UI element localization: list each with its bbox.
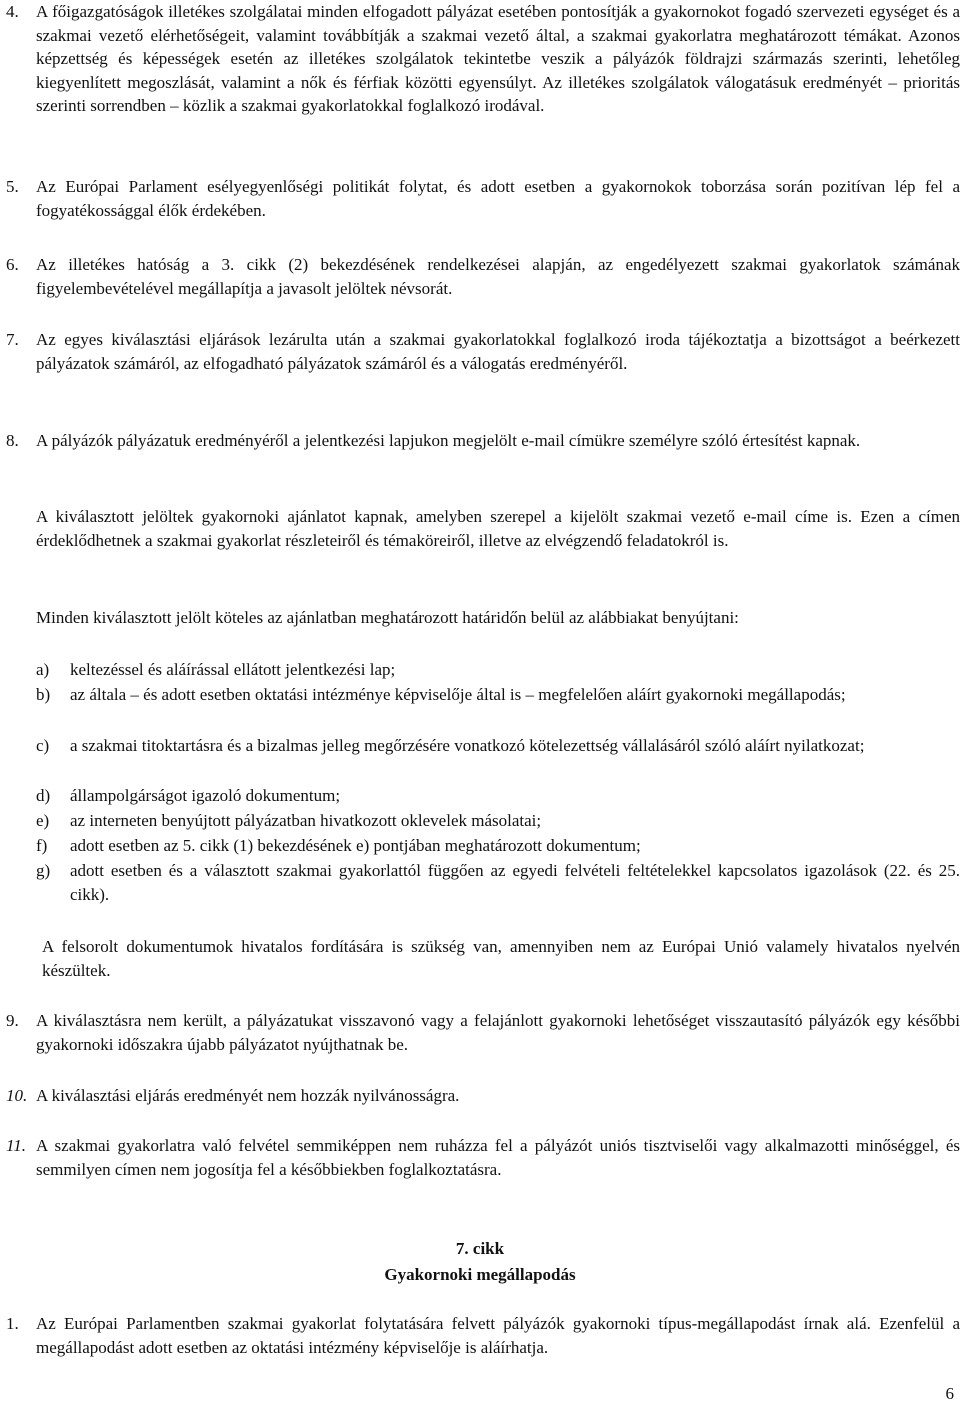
paragraph-number: 8. xyxy=(6,431,19,450)
page-number: 6 xyxy=(945,1384,954,1403)
list-label: g) xyxy=(36,861,51,880)
list-text: adott esetben az 5. cikk (1) bekezdésének e) pontjában meghatározott dokumentum; xyxy=(70,836,641,855)
paragraph-8-offer: A kiválasztott jelöltek gyakornoki ajánlatot kapnak, amelyben szerepel a kijelölt szakmai vezető e-mail címe is. Ezen a címen érdeklődhetnek a szakmai gyakorlat részleteiről és témaköreiről, illetve az elvégzendő feladatokról is. xyxy=(36,507,960,550)
list-item xyxy=(36,834,960,858)
list-label: a) xyxy=(36,660,50,679)
paragraph-number: 4. xyxy=(6,2,19,21)
list-item xyxy=(36,784,960,808)
section-number: 7. cikk xyxy=(455,1239,505,1258)
paragraph-8-submit: Minden kiválasztott jelölt köteles az ajánlatban meghatározott határidőn belül az alábbiakat benyújtani: xyxy=(36,608,739,627)
paragraph-8-translation: A felsorolt dokumentumok hivatalos fordítására is szükség van, amennyiben nem az Európai Unió valamely hivatalos nyelvén készültek. xyxy=(42,937,960,980)
paragraph-text: A kiválasztásra nem került, a pályázatukat visszavonó vagy a felajánlott gyakornoki lehetőséget visszautasító pályázók egy későbbi gyakornoki időszakra újabb pályázatot nyújthatnak be. xyxy=(36,1011,960,1054)
list-label: e) xyxy=(36,811,50,830)
section-title: Gyakornoki megállapodás xyxy=(384,1265,576,1284)
paragraph-7 xyxy=(6,328,960,375)
list-label: b) xyxy=(36,685,51,704)
list-item xyxy=(36,683,960,707)
list-label: f) xyxy=(36,836,48,855)
paragraph-9 xyxy=(6,1009,960,1056)
paragraph-number: 11. xyxy=(6,1136,26,1155)
list-item xyxy=(36,658,960,682)
paragraph-text: Az Európai Parlament esélyegyenlőségi politikát folytat, és adott esetben a gyakornokok toborzása során pozitívan lép fel a fogyatékossággal élők érdekében. xyxy=(36,177,960,220)
list-text: az interneten benyújtott pályázatban hivatkozott oklevelek másolatai; xyxy=(70,811,542,830)
list-label: c) xyxy=(36,736,50,755)
paragraph-text: A kiválasztási eljárás eredményét nem hozzák nyilvánosságra. xyxy=(36,1086,460,1105)
paragraph-text: A pályázók pályázatuk eredményéről a jelentkezési lapjukon megjelölt e-mail címükre személyre szóló értesítést kapnak. xyxy=(36,431,861,450)
list-text: adott esetben és a választott szakmai gyakorlattól függően az egyedi felvételi feltételekkel kapcsolatos igazolások (22. és 25. cikk). xyxy=(70,861,960,904)
paragraph-text: A szakmai gyakorlatra való felvétel semmiképpen nem ruházza fel a pályázót uniós tisztviselői vagy alkalmazotti minőséggel, és semmilyen címen nem jogosítja fel a későbbiekben foglalkoztatásra. xyxy=(36,1136,960,1179)
paragraph-number: 6. xyxy=(6,255,19,274)
paragraph-8 xyxy=(6,429,960,453)
paragraph-number: 7. xyxy=(6,330,19,349)
list-label: d) xyxy=(36,786,51,805)
article-7-paragraph-1 xyxy=(6,1312,960,1359)
paragraph-number: 5. xyxy=(6,177,19,196)
paragraph-text: Az egyes kiválasztási eljárások lezárulta után a szakmai gyakorlatokkal foglalkozó iroda tájékoztatja a bizottságot a beérkezett pályázatok számáról, az elfogadható pályázatok számáról és a válogatás eredményéről. xyxy=(36,330,960,373)
paragraph-5 xyxy=(6,175,960,222)
paragraph-number: 10. xyxy=(6,1086,28,1105)
list-item xyxy=(36,859,960,906)
list-text: keltezéssel és aláírással ellátott jelentkezési lap; xyxy=(70,660,396,679)
paragraph-text: A főigazgatóságok illetékes szolgálatai minden elfogadott pályázat esetében pontosítják a gyakornokot fogadó szervezeti egységet és a szakmai vezető elérhetőségeit, valamint továbbítják a szakmai vezető által, a szakmai gyakorlatra meghatározott témákat. Azonos képzettség és képességek esetén az illetékes szolgálatok tekintetbe veszik a pályázók földrajzi származás szerinti, lehetőleg kiegyenlített megoszlását, valamint a nők és férfiak közötti egyensúlyt. Az illetékes szolgálatok válogatásuk eredményét – prioritás szerinti sorrendben – közlik a szakmai gyakorlatokkal foglalkozó irodával. xyxy=(36,2,960,115)
paragraph-text: Az illetékes hatóság a 3. cikk (2) bekezdésének rendelkezései alapján, az engedélyezett szakmai gyakorlatok számának figyelembevételével megállapítja a javasolt jelöltek névsorát. xyxy=(36,255,960,298)
paragraph-text: Az Európai Parlamentben szakmai gyakorlat folytatására felvett pályázók gyakornoki típus-megállapodást írnak alá. Ezenfelül a megállapodást adott esetben az oktatási intézmény képviselője is aláírhatja. xyxy=(36,1314,960,1357)
paragraph-number: 9. xyxy=(6,1011,19,1030)
paragraph-4 xyxy=(6,0,960,118)
list-text: állampolgárságot igazoló dokumentum; xyxy=(70,786,341,805)
paragraph-6 xyxy=(6,253,960,300)
paragraph-11 xyxy=(6,1134,960,1181)
paragraph-10 xyxy=(6,1084,960,1108)
paragraph-number: 1. xyxy=(6,1314,19,1333)
list-item xyxy=(36,734,960,758)
list-text: az általa – és adott esetben oktatási intézménye képviselője által is – megfelelően aláírt gyakornoki megállapodás; xyxy=(70,685,846,704)
list-item xyxy=(36,809,960,833)
list-text: a szakmai titoktartásra és a bizalmas jelleg megőrzésére vonatkozó kötelezettség vállalásáról szóló aláírt nyilatkozat; xyxy=(70,736,865,755)
